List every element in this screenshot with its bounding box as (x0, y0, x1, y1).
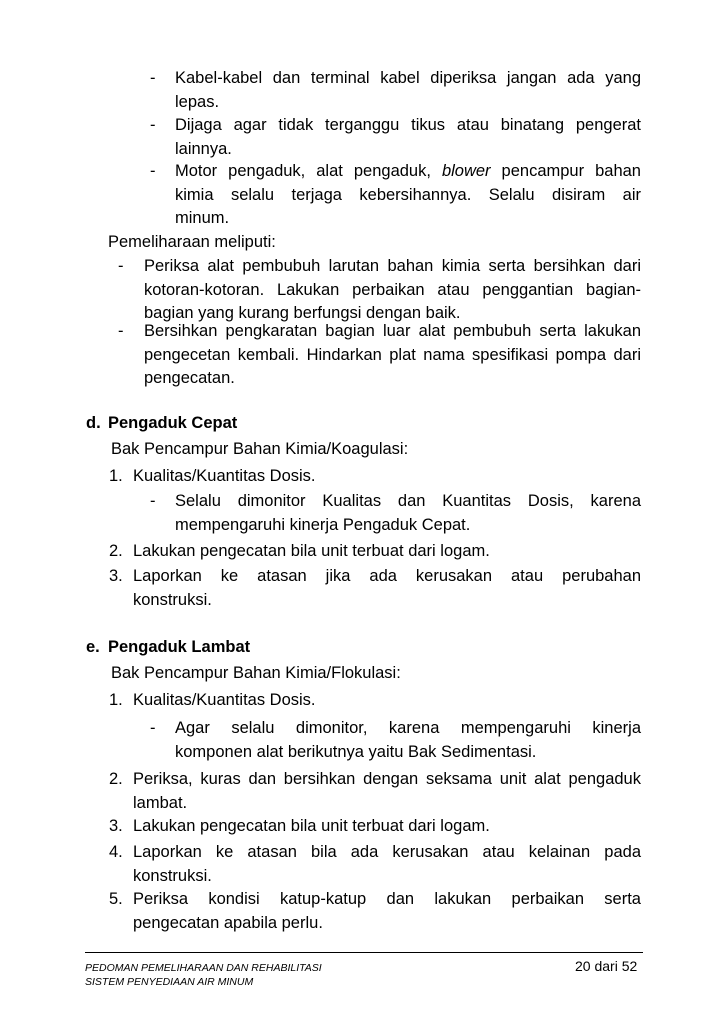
list-number: 3. (109, 567, 123, 585)
top-bullet-3: Motor pengaduk, alat pengaduk, blower pencampur bahan kimia selalu terjaga kebersihannya. Selalu disiram air minum. (175, 162, 641, 227)
bullet-dash: - (118, 257, 124, 275)
bullet-dash: - (150, 162, 156, 180)
footer-line-2: SISTEM PENYEDIAAN AIR MINUM (85, 976, 254, 988)
footer-rule (85, 952, 643, 953)
section-e-letter: e. (86, 638, 100, 656)
section-d-item-3: Laporkan ke atasan jika ada kerusakan atau perubahan konstruksi. (133, 567, 641, 609)
list-number: 4. (109, 843, 123, 861)
list-number: 5. (109, 890, 123, 908)
top-bullet-2: Dijaga agar tidak terganggu tikus atau binatang pengerat lainnya. (175, 116, 641, 158)
section-d-item-2: Lakukan pengecatan bila unit terbuat dari logam. (133, 542, 490, 560)
section-e-item-1: Kualitas/Kuantitas Dosis. (133, 691, 316, 709)
list-number: 1. (109, 691, 123, 709)
section-d-subtitle: Bak Pencampur Bahan Kimia/Koagulasi: (111, 440, 409, 458)
blower-term: blower (441, 162, 491, 180)
section-e-subtitle: Bak Pencampur Bahan Kimia/Flokulasi: (111, 664, 401, 682)
section-e-item-5: Periksa kondisi katup-katup dan lakukan perbaikan serta pengecatan apabila perlu. (133, 890, 641, 932)
footer-line-1: PEDOMAN PEMELIHARAAN DAN REHABILITASI (85, 962, 322, 974)
list-number: 2. (109, 542, 123, 560)
list-number: 2. (109, 770, 123, 788)
page-number: 20 dari 52 (575, 958, 638, 974)
section-e-item-4: Laporkan ke atasan bila ada kerusakan atau kelainan pada konstruksi. (133, 843, 641, 885)
maintenance-title: Pemeliharaan meliputi: (108, 233, 276, 251)
section-d-item-1-sub: Selalu dimonitor Kualitas dan Kuantitas Dosis, karena mempengaruhi kinerja Pengaduk Cepat. (175, 492, 641, 534)
section-d-letter: d. (86, 414, 101, 432)
maintenance-item-2: Bersihkan pengkaratan bagian luar alat pembubuh serta lakukan pengecetan kembali. Hindarkan plat nama spesifikasi pompa dari pengecatan. (144, 322, 641, 387)
list-number: 1. (109, 467, 123, 485)
section-d-item-1: Kualitas/Kuantitas Dosis. (133, 467, 316, 485)
bullet-dash: - (150, 492, 156, 510)
maintenance-item-1: Periksa alat pembubuh larutan bahan kimia serta bersihkan dari kotoran-kotoran. Lakukan perbaikan atau penggantian bagian- bagian yang kurang berfungsi dengan baik. (144, 257, 641, 322)
bullet-dash: - (150, 719, 156, 737)
section-e-item-1-sub: Agar selalu dimonitor, karena mempengaruhi kinerja komponen alat berikutnya yaitu Bak Sedimentasi. (175, 719, 641, 761)
section-d-title: Pengaduk Cepat (108, 414, 238, 432)
bullet-dash: - (150, 116, 156, 134)
bullet-dash: - (118, 322, 124, 340)
section-e-title: Pengaduk Lambat (108, 638, 251, 656)
bullet-dash: - (150, 69, 156, 87)
list-number: 3. (109, 817, 123, 835)
section-e-item-2: Periksa, kuras dan bersihkan dengan seksama unit alat pengaduk lambat. (133, 770, 641, 812)
section-e-item-3: Lakukan pengecatan bila unit terbuat dari logam. (133, 817, 490, 835)
top-bullet-1: Kabel-kabel dan terminal kabel diperiksa jangan ada yang lepas. (175, 69, 641, 111)
